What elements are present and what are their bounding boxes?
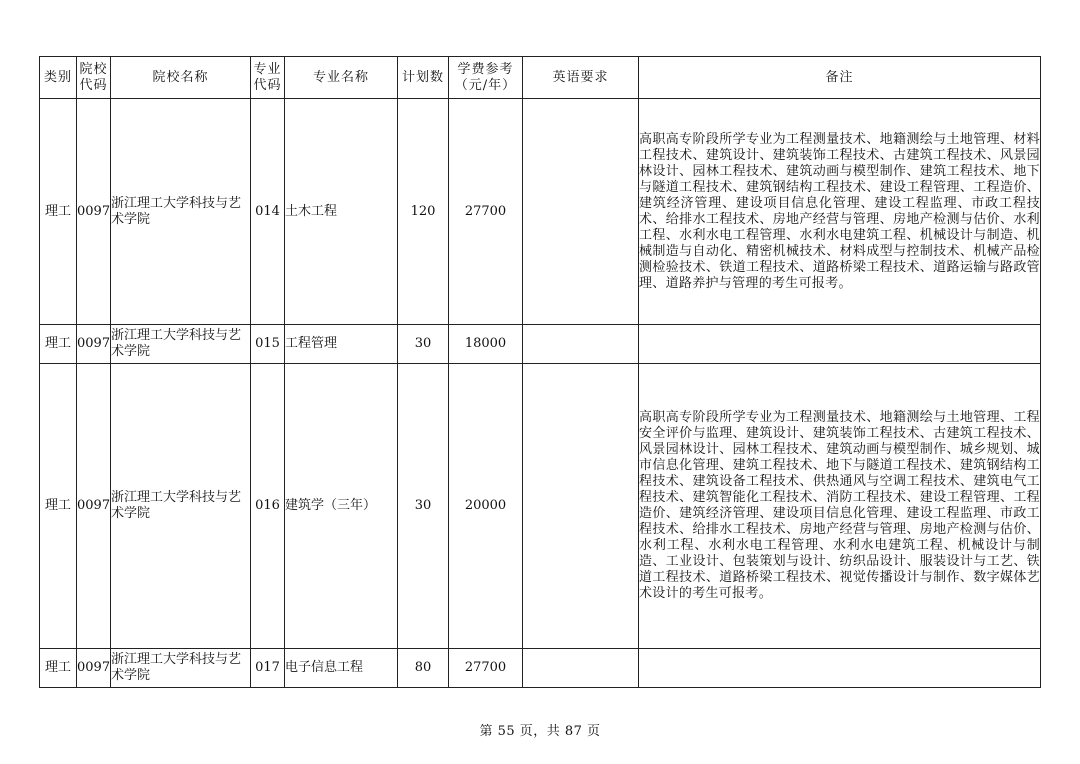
- cell-english: [523, 99, 639, 325]
- cell-plan: 80: [398, 649, 449, 688]
- cell-tuition: 27700: [449, 649, 523, 688]
- cell-english: [523, 325, 639, 364]
- cell-category: 理工: [40, 364, 77, 649]
- cell-plan: 120: [398, 99, 449, 325]
- cell-school-name: 浙江理工大学科技与艺术学院: [111, 649, 251, 688]
- cell-category: 理工: [40, 325, 77, 364]
- cell-school-name: 浙江理工大学科技与艺术学院: [111, 99, 251, 325]
- table-row: [40, 325, 1041, 364]
- cell-notes: [639, 649, 1041, 688]
- cell-school-name: 浙江理工大学科技与艺术学院: [111, 364, 251, 649]
- cell-tuition: 20000: [449, 364, 523, 649]
- page-footer: 第 55 页，共 87 页: [479, 724, 601, 739]
- table-row: [40, 364, 1041, 649]
- cell-tuition: 18000: [449, 325, 523, 364]
- cell-school-code: 0097: [77, 649, 111, 688]
- cell-english: [523, 649, 639, 688]
- header-major-name: 专业名称: [285, 57, 398, 99]
- table-row: [40, 649, 1041, 688]
- header-major-code: 专业代码: [251, 57, 285, 99]
- header-notes: 备注: [639, 57, 1041, 99]
- cell-tuition: 27700: [449, 99, 523, 325]
- cell-major-name: 建筑学（三年）: [285, 364, 398, 649]
- header-school-code: 院校代码: [77, 57, 111, 99]
- cell-major-code: 016: [251, 364, 285, 649]
- cell-major-name: 电子信息工程: [285, 649, 398, 688]
- cell-notes: [639, 325, 1041, 364]
- cell-major-code: 017: [251, 649, 285, 688]
- cell-category: 理工: [40, 649, 77, 688]
- header-plan: 计划数: [398, 57, 449, 99]
- cell-category: 理工: [40, 99, 77, 325]
- cell-school-code: 0097: [77, 364, 111, 649]
- cell-major-name: 工程管理: [285, 325, 398, 364]
- cell-notes: 高职高专阶段所学专业为工程测量技术、地籍测绘与土地管理、材料工程技术、建筑设计、建筑装饰工程技术、古建筑工程技术、风景园林设计、园林工程技术、建筑动画与模型制作、建筑工程技术、地下与隧道工程技术、建筑钢结构工程技术、建设工程管理、工程造价、建筑经济管理、建设项目信息化管理、建设工程监理、市政工程技术、给排水工程技术、房地产经营与管理、房地产检测与估价、水利工程、水利水电工程管理、水利水电建筑工程、机械设计与制造、机械制造与自动化、精密机械技术、材料成型与控制技术、机械产品检测检验技术、铁道工程技术、道路桥梁工程技术、道路运输与路政管理、道路养护与管理的考生可报考。: [639, 99, 1041, 325]
- cell-school-code: 0097: [77, 99, 111, 325]
- header-category: 类别: [40, 57, 77, 99]
- admission-table: [39, 56, 1041, 688]
- cell-major-code: 014: [251, 99, 285, 325]
- cell-plan: 30: [398, 325, 449, 364]
- cell-english: [523, 364, 639, 649]
- header-tuition: 学费参考（元/年）: [449, 57, 523, 99]
- cell-notes: 高职高专阶段所学专业为工程测量技术、地籍测绘与土地管理、工程安全评价与监理、建筑设计、建筑装饰工程技术、古建筑工程技术、风景园林设计、园林工程技术、建筑动画与模型制作、城乡规划、城市信息化管理、建筑工程技术、地下与隧道工程技术、建筑钢结构工程技术、建筑设备工程技术、供热通风与空调工程技术、建筑电气工程技术、建筑智能化工程技术、消防工程技术、建设工程管理、工程造价、建筑经济管理、建设项目信息化管理、建设工程监理、市政工程技术、给排水工程技术、房地产经营与管理、房地产检测与估价、水利工程、水利水电工程管理、水利水电建筑工程、机械设计与制造、工业设计、包装策划与设计、纺织品设计、服装设计与工艺、铁道工程技术、道路桥梁工程技术、视觉传播设计与制作、数字媒体艺术设计的考生可报考。: [639, 364, 1041, 649]
- cell-plan: 30: [398, 364, 449, 649]
- cell-school-name: 浙江理工大学科技与艺术学院: [111, 325, 251, 364]
- cell-school-code: 0097: [77, 325, 111, 364]
- header-row: [40, 57, 1041, 99]
- cell-major-code: 015: [251, 325, 285, 364]
- cell-major-name: 土木工程: [285, 99, 398, 325]
- header-english: 英语要求: [523, 57, 639, 99]
- header-school-name: 院校名称: [111, 57, 251, 99]
- table-row: [40, 99, 1041, 325]
